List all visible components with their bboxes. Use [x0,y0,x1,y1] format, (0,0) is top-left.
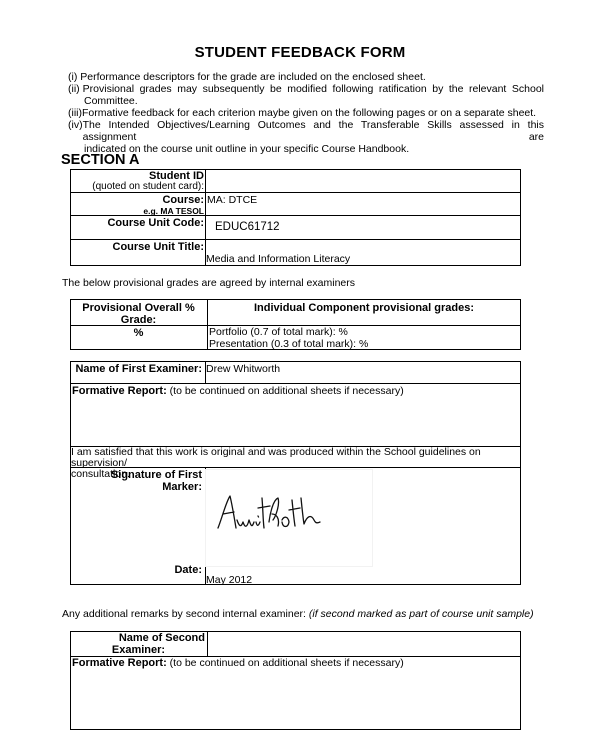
instruction-item [68,119,544,155]
signature-label: Signature of First Marker: [110,469,202,493]
formative-report-label: Formative Report: [72,657,167,669]
second-formative-report-label [72,657,404,669]
course-sublabel: e.g. MA TESOL [143,206,204,216]
remarks-italic: (if second marked as part of course unit sample) [308,608,534,620]
second-examiner-label-line1: Name of Second [118,632,205,644]
second-examiner-name-field[interactable] [209,634,519,654]
originality-statement-cont: consultation. [71,468,130,480]
overall-grade-field[interactable]: % [133,327,144,339]
unit-title-label: Course Unit Title: [112,241,204,253]
instruction-text-cont: Committee. [84,95,138,107]
student-id-field[interactable] [207,172,519,190]
instruction-item [68,71,544,83]
second-examiner-name-label [72,632,205,656]
course-label: Course: [162,194,204,206]
second-examiner-label-line2: Examiner: [111,644,166,656]
student-id-label: Student ID [149,170,204,182]
remarks-text: Any additional remarks by second internal examiner: [62,608,306,620]
signature-svg [206,470,372,566]
first-examiner-name-field[interactable]: Drew Whitworth [206,363,281,375]
overall-grade-header: Provisional Overall % Grade: [82,302,195,326]
form-title: STUDENT FEEDBACK FORM [194,44,406,61]
instruction-text-cont: indicated on the course unit outline in your specific Course Handbook. [84,143,410,155]
unit-title-field[interactable]: Media and Information Literacy [206,253,351,265]
formative-report-label: Formative Report: [72,385,167,397]
date-field[interactable]: May 2012 [206,574,253,586]
presentation-grade-field[interactable]: Presentation (0.3 of total mark): % [209,338,369,350]
unit-code-label: Course Unit Code: [107,217,204,229]
formative-report-note: (to be continued on additional sheets if necessary) [169,385,404,397]
instruction-text: Provisional grades may subsequently be modified following ratification by the relevant School [82,83,544,95]
instruction-number: (iii) [68,107,82,119]
course-field[interactable]: MA: DTCE [207,194,258,206]
second-formative-report-field[interactable] [72,671,519,727]
instruction-number: (iv) [68,119,83,131]
student-id-sublabel: (quoted on student card): [92,181,204,192]
originality-statement-line: I am satisfied that this work is original and was produced within the School guidelines on supervision/ [71,446,481,469]
instruction-text: The Intended Objectives/Learning Outcomes and the Transferable Skills assessed in this assignment are [82,119,544,143]
first-examiner-name-label: Name of First Examiner: [75,363,202,375]
first-formative-report-label [72,385,404,397]
first-formative-report-field[interactable] [72,399,519,444]
instruction-number: (ii) [68,83,80,95]
instruction-text: Performance descriptors for the grade are included on the enclosed sheet. [80,71,426,83]
signature-image [206,470,372,566]
formative-report-note: (to be continued on additional sheets if necessary) [169,657,404,669]
instruction-text: Formative feedback for each criterion maybe given on the following pages or on a separate sheet. [82,107,537,119]
instruction-item [68,83,544,107]
date-label: Date: [174,564,202,576]
second-examiner-remarks [62,608,534,620]
instruction-item [68,107,544,119]
unit-code-field[interactable]: EDUC61712 [215,221,280,233]
instruction-number: (i) [68,71,78,83]
section-a-heading: SECTION A [61,152,140,168]
portfolio-grade-field[interactable]: Portfolio (0.7 of total mark): % [209,326,348,338]
component-grades-header: Individual Component provisional grades: [253,302,475,314]
grades-intro: The below provisional grades are agreed by internal examiners [62,277,355,289]
